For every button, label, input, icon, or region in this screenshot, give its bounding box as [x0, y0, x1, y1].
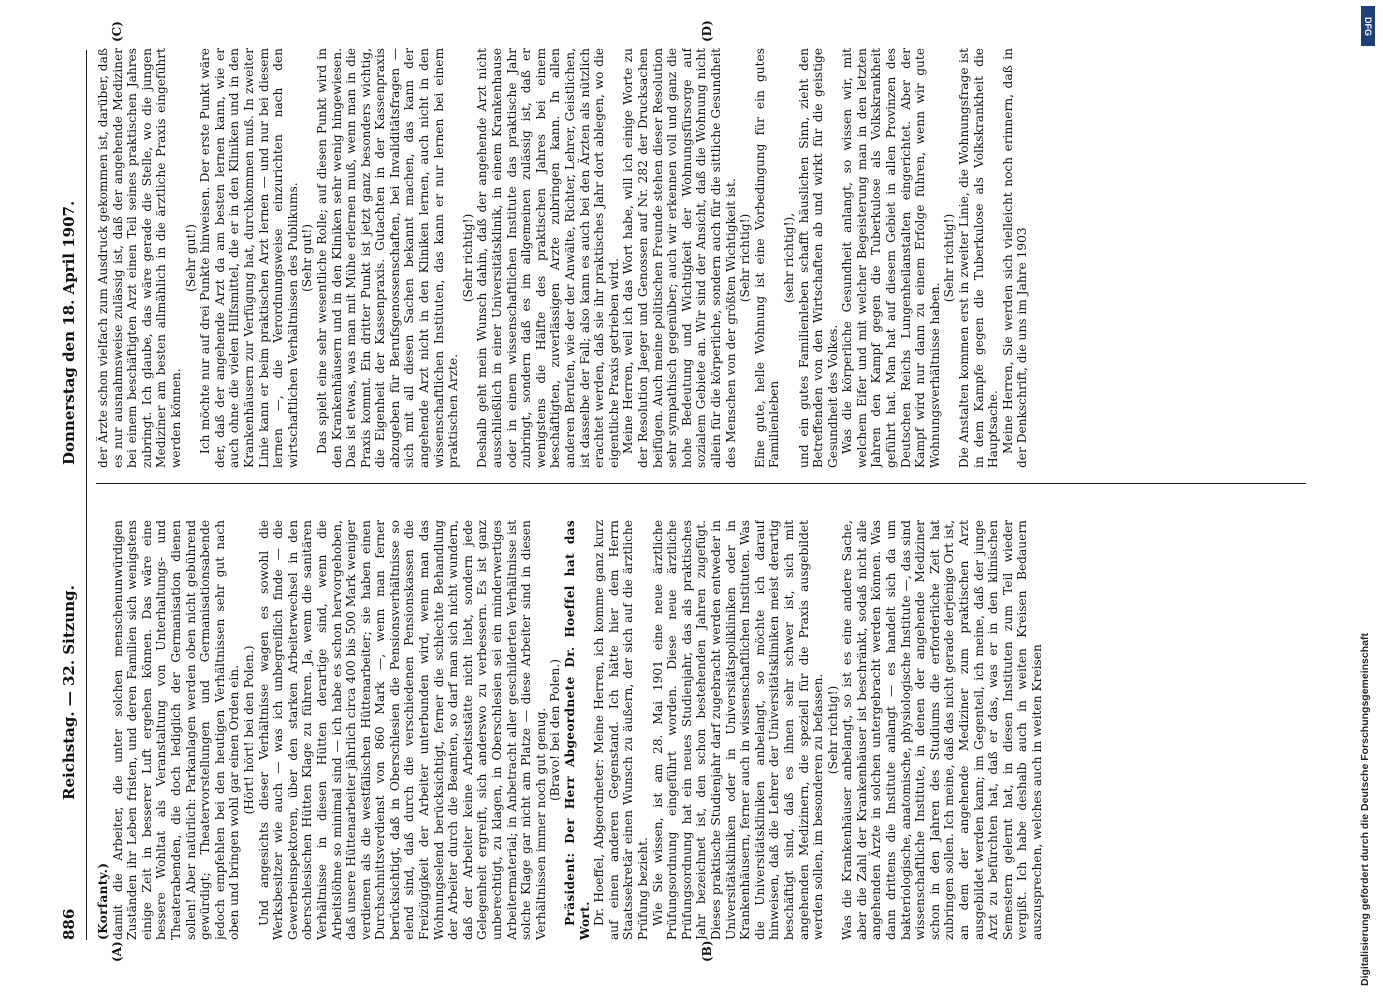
right-column — [96, 48, 1306, 468]
header-rule — [86, 50, 87, 940]
left-column-paragraph: (Bravo! bei den Polen.) — [548, 659, 563, 801]
right-column-paragraph: (Sehr richtig!) — [738, 213, 753, 303]
left-column-paragraph: Und angesichts dieser Verhältnisse wagen es sowohl die Werksbesitzer wie auch — was ich unbegreiflich finde — die Gewerbeinspektoren, über den starken Arbeiterwechsel in den oberschlesischen Hütten Klage zu führen. Ja, wenn die sanitären Verhältnisse in diesen Hütten derartige sind, wenn die Arbeitslöhne so minimal sind — ich habe es schon hervorgehoben, daß unsere Hüttenarbeiter jährlich circa 400 bis 500 Mark weniger verdienen als die westfälischen Hüttenarbeiter; sie haben einen Durchschnittsverdienst von 860 Mark —, wenn man ferner berücksichtigt, daß in Oberschlesien die Pensionsverhältnisse so elend sind, daß durch die verschiedenen Pensionskassen die Freizügigkeit der Arbeiter unterbunden wird, wenn man das Wohnungselend berücksichtigt, ferner die schlechte Behandlung der Arbeiter durch die Beamten, so darf man sich nicht wundern, daß der Arbeiter keine Arbeitsstätte nicht liebt, sondern jede Gelegenheit ergreift, sich anderswo zu verbessern. Es ist ganz unberechtigt, zu klagen, in Oberschlesien sei ein minderwertiges Arbeitermaterial; in Anbetracht aller geschilderten Verhältnisse ist solche Klage gar nicht am Platze — diese Arbeiter sind in diesen Verhältnissen immer noch gut genug. — [256, 520, 548, 940]
right-column-paragraph: der Ärzte schon vielfach zum Ausdruck gekommen ist, darüber, daß es nur ausnahmsweise zulässig ist, daß der angehende Mediziner bei einem beschäftigten Arzt einen Teil seines praktischen Jahres zubringt. Ich glaube, das wäre gerade die Stelle, wo die jungen Mediziner am besten allmählich in die ärztliche Praxis eingeführt werden können. — [96, 48, 183, 468]
left-column-paragraph: (Sehr richtig!) — [825, 685, 840, 775]
left-column-paragraph: Präsident: Der Herr Abgeordnete Dr. Hoeffel hat das Wort. — [563, 520, 592, 940]
right-column-paragraph: (Sehr richtig!) — [942, 213, 957, 303]
column-divider — [96, 483, 1306, 484]
margin-marker-c: (C) — [110, 21, 124, 42]
margin-marker-b: (B) — [700, 940, 714, 962]
left-column-paragraph: (Korfanty.) — [96, 862, 110, 940]
right-column-paragraph: Ich möchte nur auf drei Punkte hinweisen. Der erste Punkt wäre der, daß der angehende Arzt da am besten lernen kann, wie er auch ohne die vielen Hilfsmittel, die er in den Kliniken und in den Krankenhäusern zur Verfügung hat, durchkommen muß. In zweiter Linie kann er beim praktischen Arzt lernen — und nur bei diesem lernen —, die Verordnungsweise einzurichten nach den wirtschaftlichen Verhältnissen des Publikums. — [198, 48, 300, 468]
right-column-paragraph: (Sehr richtig!) — [460, 213, 475, 303]
left-column-paragraph: damit die Arbeiter, die unter solchen menschenunwürdigen Zuständen ihr Leben fristen, und deren Familien sich wenigstens einige Zeit in besserer Luft ergehen können. Das wäre eine bessere Wohltat als Veranstaltung von Unterhaltungs- und Theaterabenden, die doch lediglich der Germanisation dienen sollen! Aber natürlich: Parkanlagen werden oben nicht gebührend gewürdigt; Theatervorstellungen und Germanisationsabende jedoch empfehlen bei den heutigen Verhältnissen sehr gut nach oben und bringen wohl gar einen Orden ein. — [110, 520, 242, 940]
right-column-paragraph: Die Anstalten kommen erst in zweiter Linie, die Wohnungsfrage ist in dem Kampfe gegen die Tuberkulose als Volkskrankheit die Hauptsache. — [957, 48, 1001, 468]
right-column-paragraph: und ein gutes Familienleben schafft häuslichen Sinn, zieht den Betreffenden von den Wirtschaften ab und wirkt für die geistige Gesundheit des Volkes. — [796, 48, 840, 468]
right-column-paragraph: Was die körperliche Gesundheit anlangt, so wissen wir, mit welchem Eifer und mit welcher Begeisterung man in den letzten Jahren den Kampf gegen die Tuberkulose als Volkskrankheit geführt hat. Man hat auf diesem Gebiet in allen Provinzen des Deutschen Reichs Lungenheilanstalten eingerichtet. Aber der Kampf wird nur dann zu einem Erfolge führen, wenn wir gute Wohnungsverhältnisse haben. — [840, 48, 942, 468]
left-column — [96, 520, 1306, 940]
right-column-paragraph: Das spielt eine sehr wesentliche Rolle; auf diesen Punkt wird in den Krankenhäusern und in den Kliniken sehr wenig hingewiesen. Das ist etwas, was man mit Mühe erlernen muß, wenn man in die Praxis kommt. Ein dritter Punkt ist jetzt ganz besonders wichtig, die Eigenheit der Kassenpraxis. Gutachten in der Kassenpraxis abzugeben für Berufsgenossenschaften, bei Invaliditätsfragen — sich mit all diesen Sachen bekannt machen, das kann der angehende Arzt nicht in den Kliniken lernen, auch nicht in den wissenschaftlichen Instituten, das kann er nur lernen bei einem praktischen Arzte. — [314, 48, 461, 468]
running-header — [60, 50, 82, 940]
right-column-paragraph: Meine Herren, Sie werden sich vielleicht noch erinnern, daß in der Denkschrift, die uns im Jahre 1903 — [1000, 48, 1030, 468]
page-number: 886 — [60, 908, 78, 940]
margin-marker-d: (D) — [700, 20, 714, 42]
left-column-paragraph: Wie Sie wissen, ist am 28. Mai 1901 eine neue ärztliche Prüfungsordnung eingeführt worden. Diese neue ärztliche Prüfungsordnung hat ein neues Studienjahr, das als praktisches Jahr bezeichnet ist, den schon bestehenden Jahren zugefügt. Dieses praktische Studienjahr darf zugebracht werden entweder in Universitätskliniken oder in Universitätspolikliniken oder in Krankenhäusern, ferner auch in wissenschaftlichen Instituten. Was die Universitätskliniken anbelangt, so möchte ich darauf hinweisen, daß die Lehrer der Universitätskliniken meist derartig beschäftigt sind, daß es ihnen sehr schwer ist, sich mit angehenden Medizinern, die speziell für die Praxis ausgebildet werden sollen, im besonderen zu befassen. — [650, 520, 826, 940]
right-column-paragraph: (Sehr gut!) — [183, 223, 198, 293]
digitization-credit: Digitalisierung gefördert durch die Deutsche Forschungsgemeinschaft — [1359, 633, 1371, 986]
right-column-paragraph: (sehr richtig!), — [781, 212, 796, 304]
digitization-sidebar — [1351, 0, 1383, 1000]
running-title-right: Donnerstag den 18. April 1907. — [60, 200, 78, 465]
right-column-paragraph: (Sehr gut!) — [300, 223, 315, 293]
right-column-paragraph: Deshalb geht mein Wunsch dahin, daß der angehende Arzt nicht ausschließlich in einer Universitätsklinik, in einem Krankenhause oder in einem wissenschaftlichen Institute das praktische Jahr zubringt, sondern daß es im allgemeinen zulässig ist, daß er wenigstens die Hälfte des praktischen Jahres bei einem beschäftigten, zuverlässigen Arzte zubringen kann. In allen anderen Berufen, wie der der Anwälte, Richter, Lehrer, Geistlichen, ist dasselbe der Fall; also kann es auch bei den Ärzten als nützlich erachtet werden, daß sie ihr praktisches Jahr dort ablegen, wo die eigentliche Praxis getrieben wird. — [475, 48, 621, 468]
right-column-paragraph: Eine gute, helle Wohnung ist eine Vorbedingung für ein gutes Familienleben — [752, 48, 782, 468]
left-column-paragraph: Was die Krankenhäuser anbelangt, so ist es eine andere Sache, aber die Zahl der Krankenhäuser ist beschränkt, sodaß nicht alle angehenden Ärzte in solchen untergebracht werden können. Was dann drittens die Institute anlangt — es handelt sich da um bakteriologische, anatomische, physiologische Institute —, das sind wissenschaftliche Institute, in denen der angehende Mediziner schon in den Jahren des Studiums die erforderliche Zeit hat zubringen sollen. Ich meine, daß das nicht gerade derjenige Ort ist, an dem der angehende Mediziner zum praktischen Arzt ausgebildet werden kann; im Gegenteil, ich meine, daß der junge Arzt zu befürchten hat, daß er das, was er in den klinischen Semestern gelernt hat, in diesen Instituten zum Teil wieder vergißt. Ich habe deshalb auch in weiten Kreisen Bedauern auszusprechen, welches auch in weiten Kreisen — [840, 520, 1044, 940]
running-title-left: Reichstag. — 32. Sitzung. — [60, 585, 78, 800]
left-column-paragraph: (Hört! hört! bei den Polen.) — [241, 645, 256, 815]
dfg-logo: DFG — [1361, 6, 1375, 46]
margin-marker-a: (A) — [110, 941, 124, 962]
right-column-paragraph: Meine Herren, weil ich das Wort habe, will ich einige Worte zu der Resolution Jaeger und Genossen auf Nr. 282 der Drucksachen beifügen. Auch meine politischen Freunde stehen dieser Resolution sehr sympathisch gegenüber; auch wir erkennen voll und ganz die hohe Bedeutung und Wichtigkeit der Wohnungsfürsorge auf sozialem Gebiete an. Wir sind der Ansicht, daß die Wohnung nicht allein für die körperliche, sondern auch für die sittliche Gesundheit des Menschen von der größten Wichtigkeit ist. — [621, 48, 738, 468]
left-column-paragraph: Dr. Hoeffel, Abgeordneter: Meine Herren, ich komme ganz kurz auf einen anderen Gegenstand. Ich hätte hier dem Herrn Staatssekretär einen Wunsch zu äußern, der sich auf die ärztliche Prüfung bezieht. — [592, 520, 650, 940]
